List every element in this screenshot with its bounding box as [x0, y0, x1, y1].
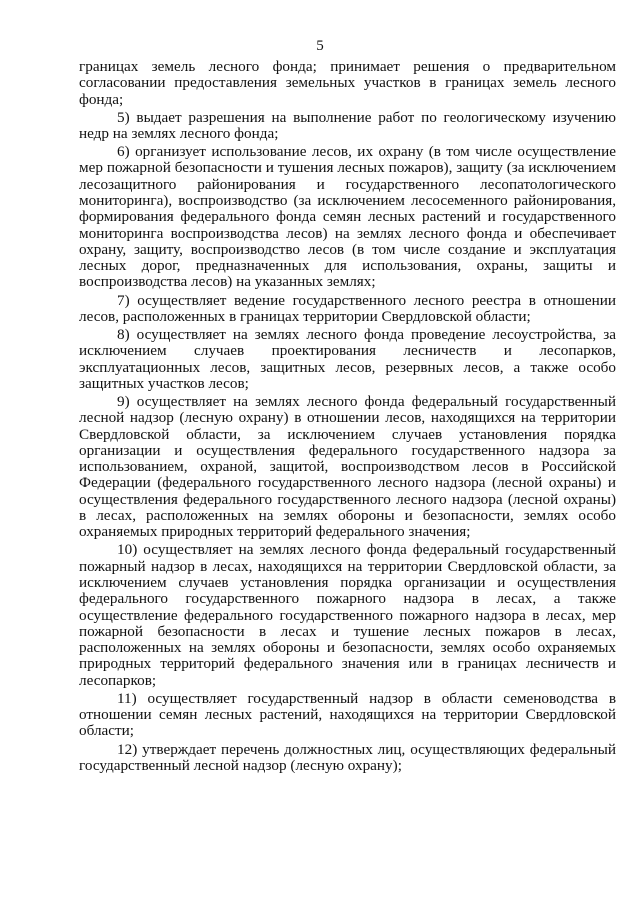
paragraph-item-10: 10) осуществляет на землях лесного фонда федеральный государственный пожарный надзор в лесах, находящихся на территории Свердловской области, за исключением случаев установления порядка организации и осуществления федерального государственного пожарного надзора в лесах, а также осуществление федерального государственного пожарного надзора в лесах, мер пожарной безопасности в лесах и тушение лесных пожаров в лесах, расположенных на землях обороны и безопасности, землях особо охраняемых природных территорий федерального значения или в границах лесничеств и лесопарков;	[79, 541, 616, 689]
paragraph-item-7: 7) осуществляет ведение государственного лесного реестра в отношении лесов, расположенных в границах территории Свердловской области;	[79, 291, 616, 325]
page-number: 5	[316, 38, 324, 54]
paragraph-item-6: 6) организует использование лесов, их охрану (в том числе осуществление мер пожарной безопасности и тушения лесных пожаров), защиту (за исключением лесозащитного районирования и государственного лесопатологического мониторинга), воспроизводство (за исключением лесосеменного районирования, формирования федерального фонда семян лесных растений и государственного мониторинга воспроизводства лесов) на землях лесного фонда и обеспечивает охрану, защиту, воспроизводство лесов (в том числе создание и эксплуатация лесных дорог, предназначенных для использования, охраны, защиты и воспроизводства лесов) на указанных землях;	[79, 143, 616, 291]
paragraph-item-12: 12) утверждает перечень должностных лиц, осуществляющих федеральный государственный лесной надзор (лесную охрану);	[79, 740, 616, 774]
paragraph-item-5: 5) выдает разрешения на выполнение работ по геологическому изучению недр на землях лесного фонда;	[79, 108, 616, 142]
paragraph-item-9: 9) осуществляет на землях лесного фонда федеральный государственный лесной надзор (лесную охрану) в отношении лесов, находящихся на территории Свердловской области, за исключением случаев установления порядка организации и осуществления федерального государственного надзора за использованием, охраной, защитой, воспроизводством лесов в Российской Федерации (федерального государственного лесного надзора (лесной охраны) и осуществления федерального государственного лесного надзора (лесной охраны) в лесах, расположенных на землях обороны и безопасности, землях особо охраняемых природных территорий федерального значения;	[79, 392, 616, 541]
document-body	[79, 59, 616, 776]
paragraph-continuation: границах земель лесного фонда; принимает решения о предварительном согласовании предоставления земельных участков в границах земель лесного фонда;	[79, 58, 616, 108]
paragraph-item-11: 11) осуществляет государственный надзор в области семеноводства в отношении семян лесных растений, находящихся на территории Свердловской области;	[79, 689, 616, 740]
paragraph-item-8: 8) осуществляет на землях лесного фонда проведение лесоустройства, за исключением случаев проектирования лесничеств и лесопарков, эксплуатационных лесов, защитных лесов, резервных лесов, а также особо защитных участков лесов;	[79, 325, 616, 392]
